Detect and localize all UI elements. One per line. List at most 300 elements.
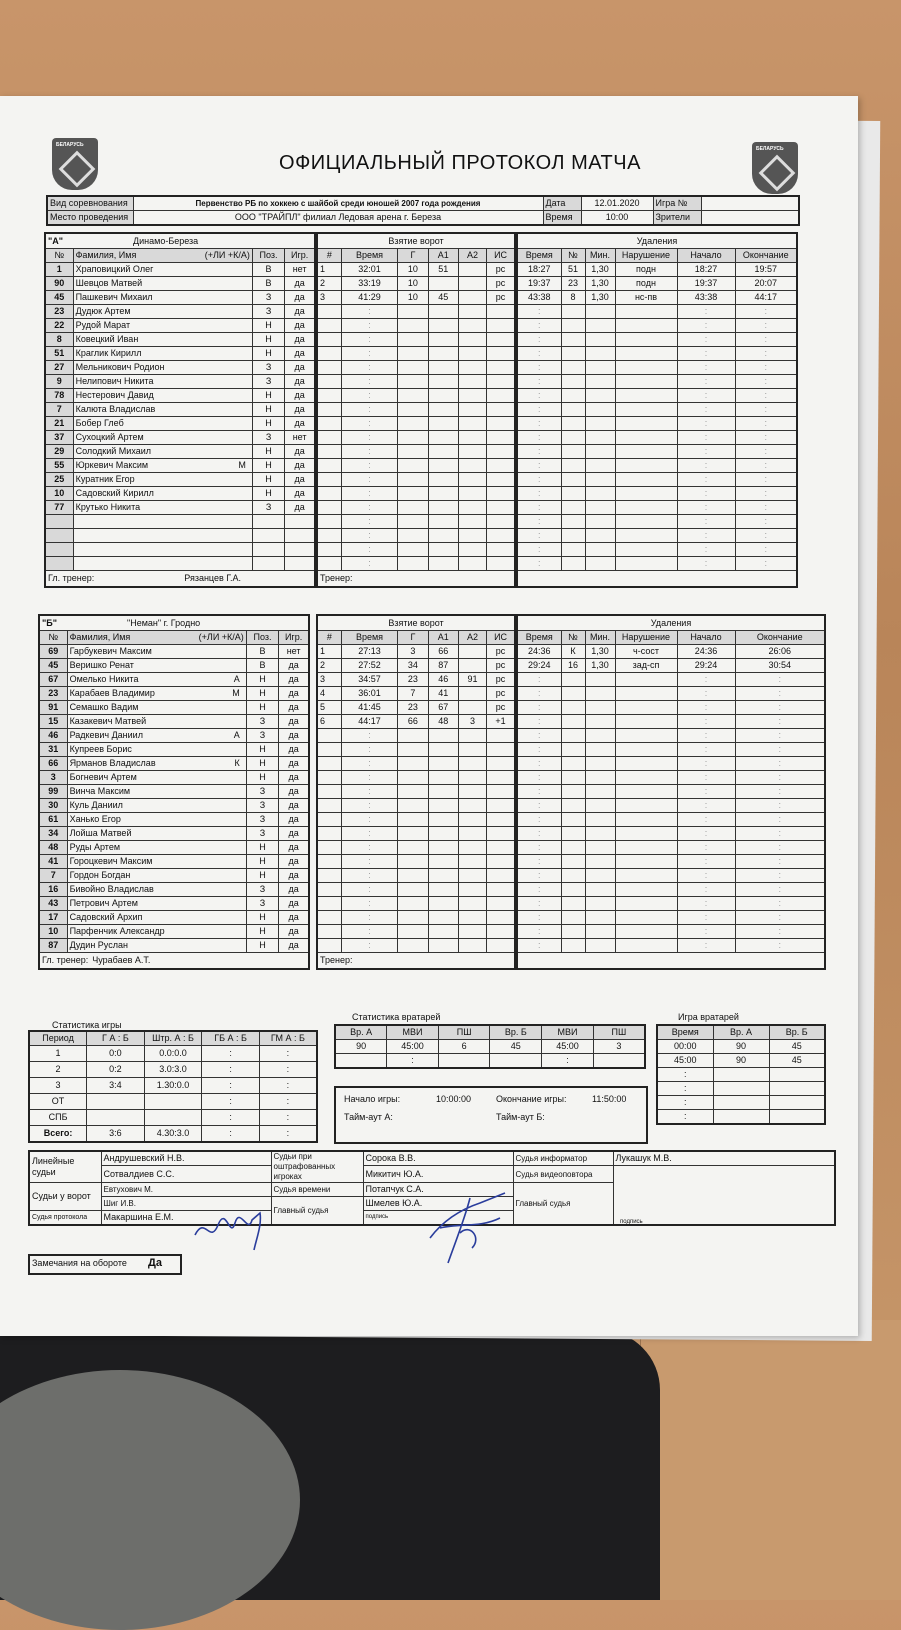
player-number: 46 [39, 729, 67, 743]
player-position: Н [246, 911, 278, 925]
player-position: Н [252, 487, 284, 501]
player-name: Гарбукевич Максим [67, 645, 246, 659]
player-name: Гордон Богдан [67, 869, 246, 883]
player-name: Гороцкевич Максим [67, 855, 246, 869]
goal-row: : [317, 501, 515, 515]
player-number: 99 [39, 785, 67, 799]
goalie-game-col: Вр. А [713, 1025, 769, 1040]
penalty-row: : : : [517, 799, 825, 813]
goal-row: : [317, 305, 515, 319]
goal-row: : [317, 515, 515, 529]
col-position: Поз. [246, 631, 278, 645]
player-number: 7 [45, 403, 73, 417]
player-position: Н [246, 925, 278, 939]
timeout-a-label: Тайм-аут А: [344, 1112, 393, 1122]
player-name: Парфенчик Александр [67, 925, 246, 939]
player-played: да [279, 883, 309, 897]
chief-judge-label: Главный судья [271, 1197, 363, 1226]
scorer-signature [190, 1205, 280, 1255]
player-played: да [285, 445, 315, 459]
player-row [39, 659, 309, 673]
player-row [45, 361, 315, 375]
goal-row: : [317, 785, 515, 799]
col-position: Поз. [252, 249, 284, 263]
player-played: да [285, 305, 315, 319]
player-played: да [285, 277, 315, 291]
player-row [39, 869, 309, 883]
player-position [252, 543, 284, 557]
penalty-row: : : : [517, 347, 797, 361]
player-position: Н [252, 473, 284, 487]
team-b-penalties: Удаления Время № Мин. Нарушение Начало Окончание 24:36 К 1,30 ч-сост 24:36 26:06 29:24 16 1,30 зад-сп 29:24 30:54 : : : : : : : : : : : : : : : : : : : : : : : : : : : : : : : : : : : : : : : : : : : : : : : : : : : : : : : : : : : : [516, 614, 826, 970]
goalie-game-col: Вр. Б [769, 1025, 825, 1040]
goalie-game-title: Игра вратарей [678, 1012, 739, 1022]
player-number: 69 [39, 645, 67, 659]
penalty-row: : : : [517, 375, 797, 389]
match-header-table [46, 195, 800, 226]
penalty-row: 29:24 16 1,30 зад-сп 29:24 30:54 [517, 659, 825, 673]
goalie-stats-col: МВИ [387, 1025, 439, 1040]
player-played: да [279, 897, 309, 911]
penalty-row: : : : [517, 855, 825, 869]
game-stats-col: Штр. А : Б [144, 1031, 202, 1046]
player-played: да [279, 799, 309, 813]
player-played [285, 515, 315, 529]
col-number: № [39, 631, 67, 645]
player-position: Н [252, 459, 284, 473]
penalty-row: : : : [517, 729, 825, 743]
player-name [73, 515, 252, 529]
player-number: 22 [45, 319, 73, 333]
goal-row: : [317, 911, 515, 925]
chief-judge-signature [410, 1188, 520, 1268]
player-played: да [279, 855, 309, 869]
player-number: 87 [39, 939, 67, 953]
player-number: 15 [39, 715, 67, 729]
game-number-label: Игра № [653, 196, 701, 211]
penalty-row: : : : [517, 445, 797, 459]
player-position: Н [246, 841, 278, 855]
goal-row: : [317, 757, 515, 771]
team-a-roster [44, 232, 316, 588]
team-b-coach: Чурабаев А.Т. [92, 955, 151, 965]
player-name: Руды Артем [67, 841, 246, 855]
penalty-row: : : : [517, 687, 825, 701]
player-row [39, 743, 309, 757]
goal-row: 2 33:19 10 рс [317, 277, 515, 291]
player-played: да [279, 687, 309, 701]
player-number [45, 515, 73, 529]
team-a-letter: "А" [48, 235, 64, 246]
goal-row: : [317, 729, 515, 743]
goal-row: : [317, 925, 515, 939]
game-stats-row: 3 3:4 1.30:0.0 : : [29, 1078, 317, 1094]
goal-row: : [317, 827, 515, 841]
player-row [45, 263, 315, 277]
penalty-row: : : : [517, 897, 825, 911]
player-played: да [285, 333, 315, 347]
player-position [252, 529, 284, 543]
player-number: 1 [45, 263, 73, 277]
player-played: нет [285, 431, 315, 445]
game-end-label: Окончание игры: [496, 1094, 567, 1104]
penalty-row: : : : [517, 757, 825, 771]
penalty-row: 18:27 51 1,30 подн 18:27 19:57 [517, 263, 797, 277]
goal-row: 3 34:57 23 46 91 рс [317, 673, 515, 687]
player-position: Н [246, 939, 278, 953]
player-number: 51 [45, 347, 73, 361]
venue-value: ООО "ТРАЙПЛ" филиал Ледовая арена г. Береза [133, 211, 543, 226]
player-row [45, 557, 315, 571]
penalty-row: : : : [517, 925, 825, 939]
venue-label: Место проведения [47, 211, 133, 226]
player-name: Ханько Егор [67, 813, 246, 827]
col-name: Фамилия, Имя (+ЛИ +К/А) [67, 631, 246, 645]
player-position: З [246, 897, 278, 911]
player-number: 31 [39, 743, 67, 757]
chief-judge-label-2: Главный судья [513, 1183, 613, 1226]
competition-label: Вид соревнования [47, 196, 133, 211]
player-position: Н [252, 417, 284, 431]
player-played: да [285, 291, 315, 305]
player-row [39, 925, 309, 939]
remarks-label: Замечания на обороте [32, 1258, 127, 1268]
team-a-coach: Рязанцев Г.А. [184, 573, 242, 583]
player-played [285, 529, 315, 543]
goal-row: : [317, 939, 515, 953]
penalty-row: : : : [517, 333, 797, 347]
goal-row: : [317, 897, 515, 911]
penalty-row: : : : [517, 403, 797, 417]
goal-row: : [317, 841, 515, 855]
player-name: Дудин Руслан [67, 939, 246, 953]
penalty-row: : : : [517, 529, 797, 543]
player-number: 3 [39, 771, 67, 785]
game-stats-col: Период [29, 1031, 87, 1046]
goal-judges-label: Судьи у ворот [29, 1183, 101, 1211]
player-row [45, 403, 315, 417]
player-number: 8 [45, 333, 73, 347]
player-name: Куратник Егор [73, 473, 252, 487]
player-row [39, 813, 309, 827]
game-stats-row: Всего: 3:6 4.30:3.0 : : [29, 1126, 317, 1143]
player-name: Радкевич Даниил А [67, 729, 246, 743]
goal-row: : [317, 487, 515, 501]
penalty-row: : : : [517, 361, 797, 375]
date-value: 12.01.2020 [581, 196, 653, 211]
goalie-stats-col: Вр. А [335, 1025, 387, 1040]
penalty-row: : : : [517, 869, 825, 883]
player-position: Н [246, 701, 278, 715]
player-row [45, 347, 315, 361]
goal-row: : [317, 883, 515, 897]
player-row [39, 757, 309, 771]
team-a-name: Динамо-Береза [133, 235, 199, 246]
goal-row: : [317, 403, 515, 417]
player-name: Ярманов Владислав К [67, 757, 246, 771]
goal-row: : [317, 417, 515, 431]
player-position: З [246, 729, 278, 743]
player-number: 10 [39, 925, 67, 939]
team-a-goals: Взятие ворот # Время Г А1 А2 ИС 1 32:01 10 51 рс 2 33:19 10 рс 3 41:29 10 45 рс : : : : : : : : : : : : : : : : : : : Тренер: [316, 232, 516, 588]
player-number: 10 [45, 487, 73, 501]
player-played: да [279, 743, 309, 757]
player-played: да [279, 659, 309, 673]
goalie-stats-table: Вр. А МВИ ПШ Вр. Б МВИ ПШ 90 45:00 6 45 45:00 3 : : [334, 1024, 646, 1069]
player-row [45, 291, 315, 305]
game-stats-row: СПБ : : [29, 1110, 317, 1126]
player-position: Н [246, 757, 278, 771]
player-row [39, 729, 309, 743]
player-position: Н [252, 403, 284, 417]
player-number: 25 [45, 473, 73, 487]
timeout-b-label: Тайм-аут Б: [496, 1112, 545, 1122]
player-position: З [246, 715, 278, 729]
penalty-row: : : : [517, 883, 825, 897]
game-start-label: Начало игры: [344, 1094, 401, 1104]
player-row [45, 333, 315, 347]
player-name: Храповицкий Олег [73, 263, 252, 277]
goal-row: : [317, 855, 515, 869]
linesman-1: Андрушевский Н.В. [101, 1151, 271, 1166]
game-number-value [701, 196, 799, 211]
player-row [45, 487, 315, 501]
player-played: да [279, 673, 309, 687]
player-row [39, 701, 309, 715]
penalty-row: : : : [517, 319, 797, 333]
spectators-label: Зрители [653, 211, 701, 226]
player-position: Н [246, 687, 278, 701]
player-played: нет [285, 263, 315, 277]
goalie-stats-col: МВИ [542, 1025, 594, 1040]
goal-row: : [317, 347, 515, 361]
goal-row: : [317, 743, 515, 757]
goal-row: : [317, 557, 515, 571]
game-stats-row: 1 0:0 0.0:0.0 : : [29, 1046, 317, 1062]
penalty-judge-2: Микитич Ю.А. [363, 1166, 513, 1183]
timekeeper-label: Судья времени [271, 1183, 363, 1197]
goal-row: : [317, 813, 515, 827]
player-number: 55 [45, 459, 73, 473]
date-label: Дата [543, 196, 581, 211]
player-name: Бобер Глеб [73, 417, 252, 431]
player-played: да [279, 771, 309, 785]
goal-row: : [317, 319, 515, 333]
player-position: В [246, 659, 278, 673]
player-position: З [246, 883, 278, 897]
game-stats-table [28, 1030, 318, 1143]
game-stats-row: ОТ : : [29, 1094, 317, 1110]
player-row [45, 459, 315, 473]
player-row [45, 417, 315, 431]
player-position: В [252, 277, 284, 291]
team-b-goals-title: Взятие ворот [317, 615, 515, 631]
belarus-logo-right-icon: БЕЛАРУСЬ [752, 142, 798, 194]
player-row [39, 897, 309, 911]
player-played [285, 557, 315, 571]
player-played: да [279, 813, 309, 827]
penalty-row: : : : [517, 417, 797, 431]
player-row [39, 939, 309, 953]
player-number: 45 [39, 659, 67, 673]
player-number [45, 529, 73, 543]
player-position: Н [246, 743, 278, 757]
player-row [39, 883, 309, 897]
player-number: 45 [45, 291, 73, 305]
penalty-row: 43:38 8 1,30 нс-пв 43:38 44:17 [517, 291, 797, 305]
scorer-value: Макаршина Е.М. [101, 1211, 271, 1226]
penalty-row: : : : [517, 785, 825, 799]
goal-row: 5 41:45 23 67 рс [317, 701, 515, 715]
team-a-coach-label: Гл. тренер: [48, 573, 95, 583]
goal-row: : [317, 771, 515, 785]
player-row [39, 799, 309, 813]
col-name: Фамилия, Имя (+ЛИ +К/А) [73, 249, 252, 263]
player-name: Семашко Вадим [67, 701, 246, 715]
player-number: 77 [45, 501, 73, 515]
player-name: Богневич Артем [67, 771, 246, 785]
team-a-penalties-title: Удаления [517, 233, 797, 249]
informer-value: Лукашук М.В. [613, 1151, 835, 1166]
player-position: Н [252, 347, 284, 361]
player-position: З [246, 813, 278, 827]
goal-row: 4 36:01 7 41 рс [317, 687, 515, 701]
player-number: 7 [39, 869, 67, 883]
player-number: 61 [39, 813, 67, 827]
player-number: 34 [39, 827, 67, 841]
goalie-stats-col: ПШ [438, 1025, 490, 1040]
penalty-row: 19:37 23 1,30 подн 19:37 20:07 [517, 277, 797, 291]
player-number: 43 [39, 897, 67, 911]
goal-judge-1: Евтухович М. [101, 1183, 271, 1197]
player-row [39, 687, 309, 701]
player-played: да [285, 319, 315, 333]
player-number: 48 [39, 841, 67, 855]
player-position: Н [246, 855, 278, 869]
remarks-value: Да [148, 1257, 162, 1269]
goal-row: 1 27:13 3 66 рс [317, 645, 515, 659]
goal-row: : [317, 869, 515, 883]
player-number: 67 [39, 673, 67, 687]
page-title: ОФИЦИАЛЬНЫЙ ПРОТОКОЛ МАТЧА [279, 152, 641, 174]
player-name: Винча Максим [67, 785, 246, 799]
player-name: Петрович Артем [67, 897, 246, 911]
player-position: З [246, 785, 278, 799]
player-played: да [279, 841, 309, 855]
player-row [45, 431, 315, 445]
player-position: Н [252, 333, 284, 347]
player-played: да [285, 347, 315, 361]
player-row [39, 827, 309, 841]
player-position: З [252, 291, 284, 305]
player-position: В [246, 645, 278, 659]
player-name: Сухоцкий Артем [73, 431, 252, 445]
player-number: 17 [39, 911, 67, 925]
player-row [45, 529, 315, 543]
player-row [39, 855, 309, 869]
player-name: Казакевич Матвей [67, 715, 246, 729]
penalty-row: : : : [517, 939, 825, 953]
penalty-row: : : : [517, 515, 797, 529]
player-name: Купреев Борис [67, 743, 246, 757]
player-number: 66 [39, 757, 67, 771]
player-row [45, 375, 315, 389]
team-b-goals: Взятие ворот # Время Г А1 А2 ИС 1 27:13 3 66 рс 2 27:52 34 87 рс 3 34:57 23 46 91 рс 4 36:01 7 41 рс 5 41:45 23 67 рс 6 44:17 66 48 3 +1 : : : : : : : : : : : : : : : : Тренер: [316, 614, 516, 970]
penalty-judges-label: Судьи при оштрафованных игроках [271, 1151, 363, 1183]
penalty-judge-1: Сорока В.В. [363, 1151, 513, 1166]
player-name [73, 543, 252, 557]
goalie-stats-col: Вр. Б [490, 1025, 542, 1040]
game-stats-title: Статистика игры [52, 1020, 122, 1030]
player-name: Нелипович Никита [73, 375, 252, 389]
video-judge-label: Судья видеоповтора [513, 1166, 613, 1183]
penalty-row: : : : [517, 813, 825, 827]
goal-row: 6 44:17 66 48 3 +1 [317, 715, 515, 729]
goal-row: : [317, 799, 515, 813]
team-b-coach-label: Гл. тренер: [42, 955, 89, 965]
player-number: 9 [45, 375, 73, 389]
goal-row: 3 41:29 10 45 рс [317, 291, 515, 305]
chief-sign-label: подпись [363, 1211, 513, 1226]
player-position: Н [246, 869, 278, 883]
player-name: Ковецкий Иван [73, 333, 252, 347]
player-played: да [285, 417, 315, 431]
player-name: Шевцов Матвей [73, 277, 252, 291]
game-stats-row: 2 0:2 3.0:3.0 : : [29, 1062, 317, 1078]
goal-row: : [317, 389, 515, 403]
player-row [45, 445, 315, 459]
player-played: да [285, 361, 315, 375]
game-stats-col: ГМ А : Б [259, 1031, 317, 1046]
player-played: да [285, 487, 315, 501]
player-position: Н [246, 771, 278, 785]
goal-row: : [317, 529, 515, 543]
goal-row: : [317, 375, 515, 389]
player-position: З [252, 501, 284, 515]
goalie-game-col: Время [657, 1025, 713, 1040]
player-row [45, 473, 315, 487]
player-row [45, 389, 315, 403]
informer-label: Судья информатор [513, 1151, 613, 1166]
goalie-stats-col: ПШ [593, 1025, 645, 1040]
player-name [73, 529, 252, 543]
goalie-game-row: 45:00 90 45 [657, 1054, 825, 1068]
player-played: да [285, 389, 315, 403]
player-position: З [252, 431, 284, 445]
player-name: Юркевич Максим М [73, 459, 252, 473]
player-played: да [279, 715, 309, 729]
player-row [45, 319, 315, 333]
player-name: Куль Даниил [67, 799, 246, 813]
player-played: да [279, 939, 309, 953]
team-b-letter: "Б" [42, 617, 58, 628]
penalty-row: : : : [517, 673, 825, 687]
penalty-row: : : : [517, 715, 825, 729]
player-number [45, 543, 73, 557]
player-position: З [246, 799, 278, 813]
player-row [39, 785, 309, 799]
player-row [45, 515, 315, 529]
penalty-row: : : : [517, 771, 825, 785]
player-number: 30 [39, 799, 67, 813]
player-played: да [279, 911, 309, 925]
team-b-penalties-title: Удаления [517, 615, 825, 631]
player-position: З [252, 305, 284, 319]
penalty-row: : : : [517, 305, 797, 319]
game-end-value: 11:50:00 [592, 1094, 627, 1104]
player-played: да [279, 757, 309, 771]
goal-row: : [317, 543, 515, 557]
